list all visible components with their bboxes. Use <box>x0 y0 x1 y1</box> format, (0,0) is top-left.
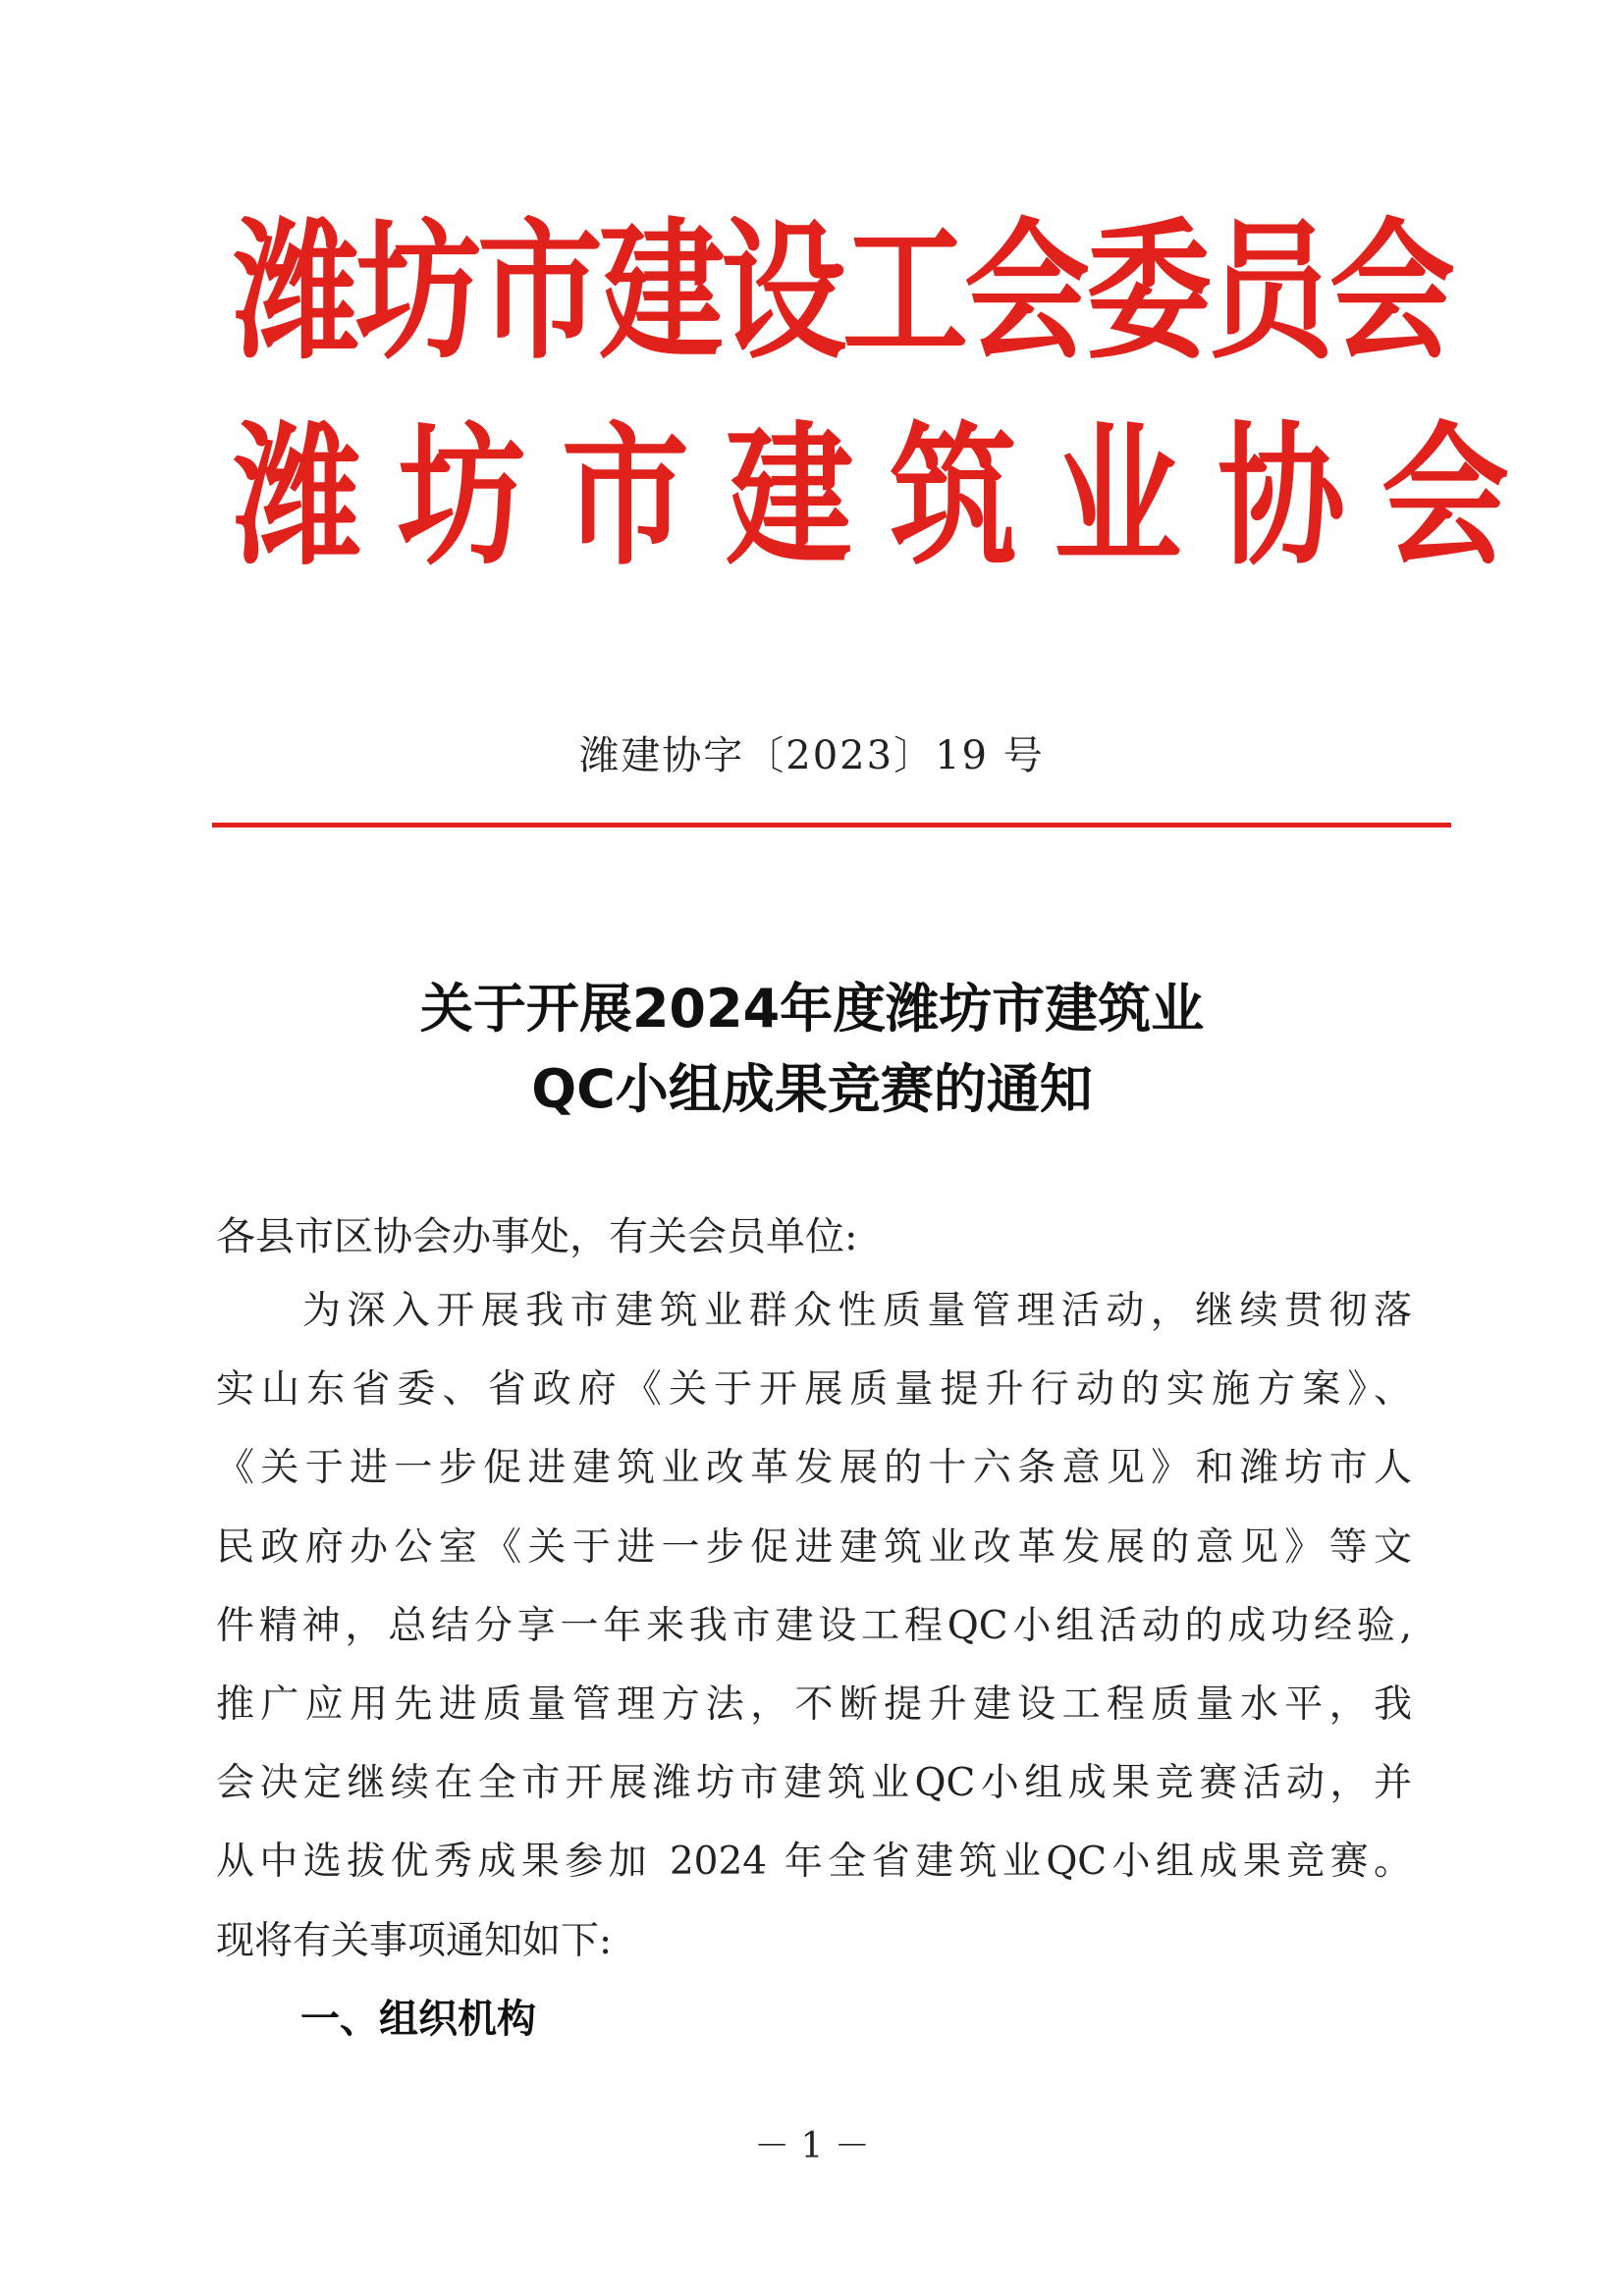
body-paragraph <box>216 1272 1412 1981</box>
body-line: 现将有关事项通知如下: <box>216 1918 613 1963</box>
page-number: － 1 － <box>754 2126 870 2166</box>
document-number: 潍建协字〔2023〕19 号 <box>579 733 1045 778</box>
body-line: 《关于进一步促进建筑业改革发展的十六条意见》和潍坊市人 <box>216 1446 1412 1491</box>
section-heading: 一、组织机构 <box>300 1997 536 2042</box>
salutation: 各县市区协会办事处，有关会员单位: <box>216 1214 858 1259</box>
body-line: 件精神，总结分享一年来我市建设工程QC小组活动的成功经验, <box>216 1603 1412 1648</box>
org-name-line-2: 潍坊市建筑业协会 <box>234 406 1546 587</box>
org-name-line-1: 潍坊市建设工会委员会 <box>234 204 1452 381</box>
body-line: 会决定继续在全市开展潍坊市建筑业QC小组成果竞赛活动，并 <box>216 1761 1412 1806</box>
body-line: 实山东省委、省政府《关于开展质量提升行动的实施方案》、 <box>216 1367 1412 1413</box>
body-line: 为深入开展我市建筑业群众性质量管理活动，继续贯彻落 <box>302 1289 1412 1333</box>
red-divider-rule <box>212 823 1451 828</box>
body-line: 从中选拔优秀成果参加 2024 年全省建筑业QC小组成果竞赛。 <box>216 1840 1412 1885</box>
body-line: 民政府办公室《关于进一步促进建筑业改革发展的意见》等文 <box>216 1524 1412 1570</box>
notice-title-line-2: QC小组成果竞赛的通知 <box>531 1058 1093 1120</box>
notice-title-line-1: 关于开展2024年度潍坊市建筑业 <box>419 978 1205 1040</box>
body-line: 推广应用先进质量管理方法，不断提升建设工程质量水平，我 <box>216 1682 1412 1727</box>
